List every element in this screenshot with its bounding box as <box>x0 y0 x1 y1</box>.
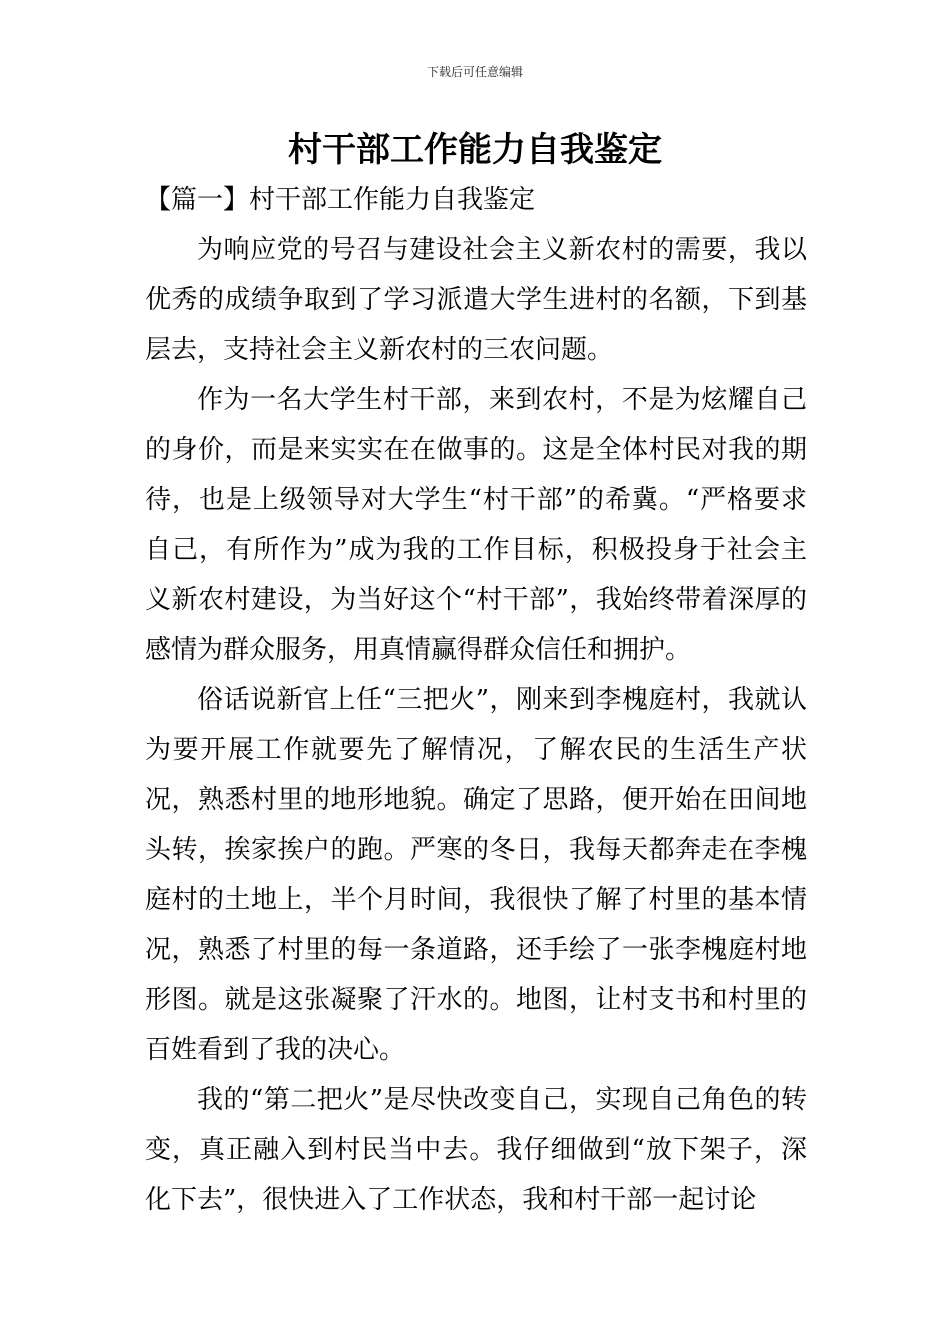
paragraph-4: 我的“第二把火”是尽快改变自己，实现自己角色的转变，真正融入到村民当中去。我仔细做到“放下架子，深化下去”，很快进入了工作状态，我和村干部一起讨论 <box>145 1085 807 1215</box>
page-header-note: 下载后可任意编辑 <box>426 65 523 79</box>
document-body <box>145 225 807 1225</box>
paragraph-3: 俗话说新官上任“三把火”，刚来到李槐庭村，我就认为要开展工作就要先了解情况，了解农民的生活生产状况，熟悉村里的地形地貌。确定了思路，便开始在田间地头转，挨家挨户的跑。严寒的冬日，我每天都奔走在李槐庭村的土地上，半个月时间，我很快了解了村里的基本情况，熟悉了村里的每一条道路，还手绘了一张李槐庭村地形图。就是这张凝聚了汗水的。地图，让村支书和村里的百姓看到了我的决心。 <box>145 685 807 1065</box>
document-title: 村干部工作能力自我鉴定 <box>288 130 662 170</box>
paragraph-1: 为响应党的号召与建设社会主义新农村的需要，我以优秀的成绩争取到了学习派遣大学生进村的名额，下到基层去，支持社会主义新农村的三农问题。 <box>145 235 807 365</box>
section-heading: 【篇一】村干部工作能力自我鉴定 <box>145 185 536 215</box>
paragraph-2: 作为一名大学生村干部，来到农村，不是为炫耀自己的身价，而是来实实在在做事的。这是全体村民对我的期待，也是上级领导对大学生“村干部”的希冀。“严格要求自己，有所作为”成为我的工作目标，积极投身于社会主义新农村建设，为当好这个“村干部”，我始终带着深厚的感情为群众服务，用真情赢得群众信任和拥护。 <box>145 385 807 665</box>
